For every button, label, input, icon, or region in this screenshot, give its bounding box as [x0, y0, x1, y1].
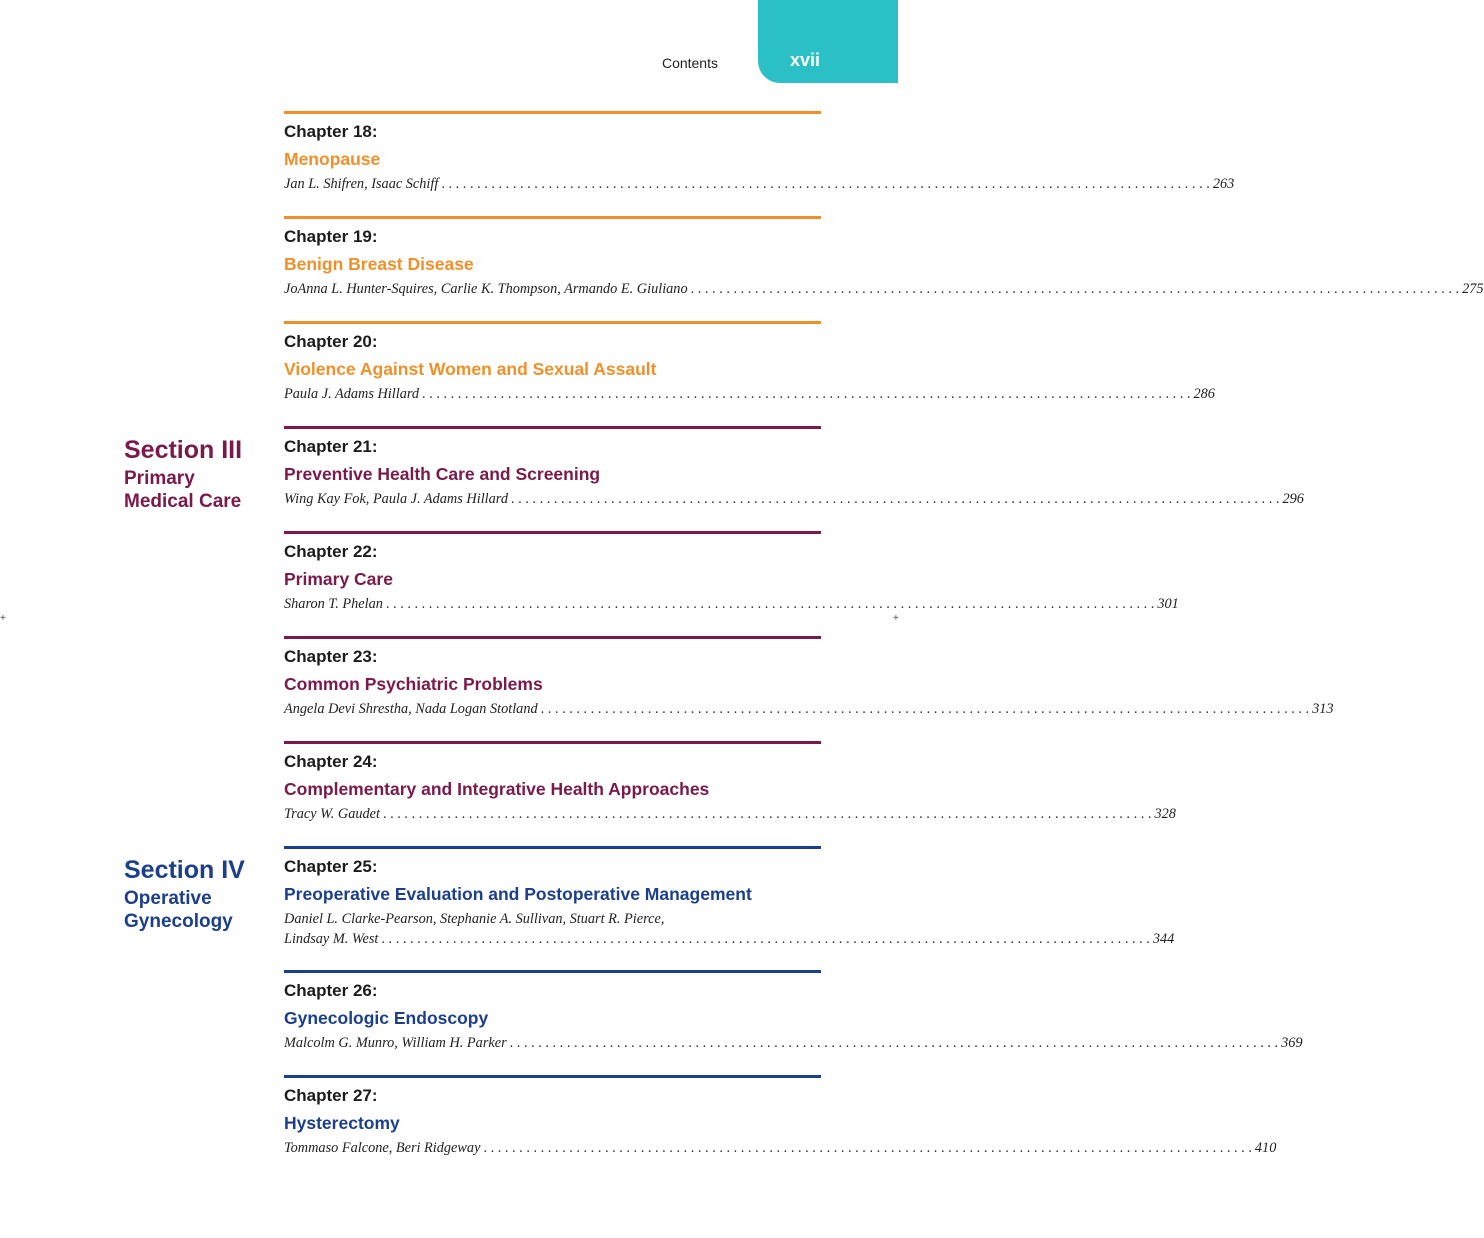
chapter-number: Chapter 26: — [284, 981, 378, 1000]
section-iii-label — [124, 435, 274, 513]
chapter-title[interactable]: Complementary and Integrative Health Approaches — [284, 779, 710, 799]
chapter-rule — [284, 970, 821, 973]
chapter-page[interactable]: 286 — [1193, 386, 1215, 402]
chapter-page[interactable]: 275 — [1462, 281, 1484, 297]
chapter-title[interactable]: Benign Breast Disease — [284, 254, 474, 274]
chapter-entry[interactable] — [284, 1075, 1277, 1158]
chapter-entry[interactable] — [284, 426, 1304, 509]
chapter-rule — [284, 216, 821, 219]
section-name: Primary Medical Care — [124, 468, 242, 512]
section-name: Operative Gynecology — [124, 888, 233, 932]
chapter-entry[interactable] — [284, 531, 1179, 614]
chapter-number: Chapter 18: — [284, 122, 378, 141]
chapter-rule — [284, 111, 821, 114]
chapter-page[interactable]: 301 — [1157, 596, 1179, 612]
chapter-page[interactable]: 313 — [1312, 701, 1334, 717]
chapter-page[interactable]: 344 — [1152, 931, 1175, 947]
page-number-tab — [758, 0, 898, 83]
section-number: Section IV — [124, 856, 245, 884]
chapter-authors: Angela Devi Shrestha, Nada Logan Stotland . . . 313 — [284, 699, 821, 719]
chapter-page[interactable]: 369 — [1281, 1035, 1303, 1051]
chapter-entry[interactable] — [284, 970, 1303, 1053]
chapter-authors: Jan L. Shifren, Isaac Schiff . . . 263 — [284, 174, 821, 194]
chapter-title[interactable]: Primary Care — [284, 569, 393, 589]
chapter-title[interactable]: Hysterectomy — [284, 1113, 400, 1133]
chapter-entry[interactable] — [284, 846, 1175, 949]
chapter-authors-line: Daniel L. Clarke-Pearson, Stephanie A. Sullivan, Stuart R. Pierce, — [284, 911, 665, 927]
chapter-authors: Malcolm G. Munro, William H. Parker . . . 369 — [284, 1033, 821, 1053]
chapter-title[interactable]: Common Psychiatric Problems — [284, 674, 543, 694]
chapter-rule — [284, 846, 821, 849]
chapter-rule — [284, 531, 821, 534]
chapter-rule — [284, 321, 821, 324]
crop-mark-left: + — [0, 613, 6, 624]
chapter-entry[interactable] — [284, 321, 1215, 404]
chapter-number: Chapter 24: — [284, 752, 378, 771]
chapter-rule — [284, 636, 821, 639]
running-header: Contents — [661, 55, 718, 71]
chapter-page[interactable]: 328 — [1154, 806, 1176, 822]
crop-mark-right: + — [893, 613, 899, 624]
chapter-entry[interactable] — [284, 741, 1176, 824]
page-number: xvii — [790, 50, 821, 70]
chapter-title[interactable]: Violence Against Women and Sexual Assault — [284, 359, 657, 379]
chapter-title[interactable]: Preventive Health Care and Screening — [284, 464, 601, 484]
chapter-authors: Lindsay M. West . . . 344 — [284, 929, 821, 949]
chapter-number: Chapter 21: — [284, 437, 378, 456]
chapter-authors: Tommaso Falcone, Beri Ridgeway . . . 410 — [284, 1138, 821, 1158]
chapter-rule — [284, 1075, 821, 1078]
chapter-number: Chapter 22: — [284, 542, 378, 561]
chapter-rule — [284, 426, 821, 429]
chapter-entry[interactable] — [284, 111, 1235, 194]
chapter-number: Chapter 27: — [284, 1086, 378, 1105]
chapter-page[interactable]: 410 — [1254, 1140, 1277, 1156]
chapter-authors: JoAnna L. Hunter-Squires, Carlie K. Thompson, Armando E. Giuliano . . . 275 — [284, 279, 821, 299]
chapter-authors: Tracy W. Gaudet . . . 328 — [284, 804, 821, 824]
section-number: Section III — [124, 436, 243, 464]
chapter-title[interactable]: Preoperative Evaluation and Postoperative Management — [284, 884, 752, 904]
chapter-number: Chapter 23: — [284, 647, 378, 666]
chapter-page[interactable]: 296 — [1282, 491, 1304, 507]
section-iv-label — [124, 855, 274, 933]
chapter-number: Chapter 20: — [284, 332, 378, 351]
chapter-number: Chapter 19: — [284, 227, 378, 246]
chapter-authors: Wing Kay Fok, Paula J. Adams Hillard . . . 296 — [284, 489, 821, 509]
chapter-authors: Sharon T. Phelan . . . 301 — [284, 594, 821, 614]
chapter-authors: Paula J. Adams Hillard . . . 286 — [284, 384, 821, 404]
chapter-entry[interactable] — [284, 216, 1484, 299]
chapter-page[interactable]: 263 — [1212, 176, 1235, 192]
chapter-number: Chapter 25: — [284, 857, 378, 876]
chapter-title[interactable]: Menopause — [284, 149, 381, 169]
chapter-rule — [284, 741, 821, 744]
chapter-title[interactable]: Gynecologic Endoscopy — [284, 1008, 489, 1028]
chapter-entry[interactable] — [284, 636, 1334, 719]
